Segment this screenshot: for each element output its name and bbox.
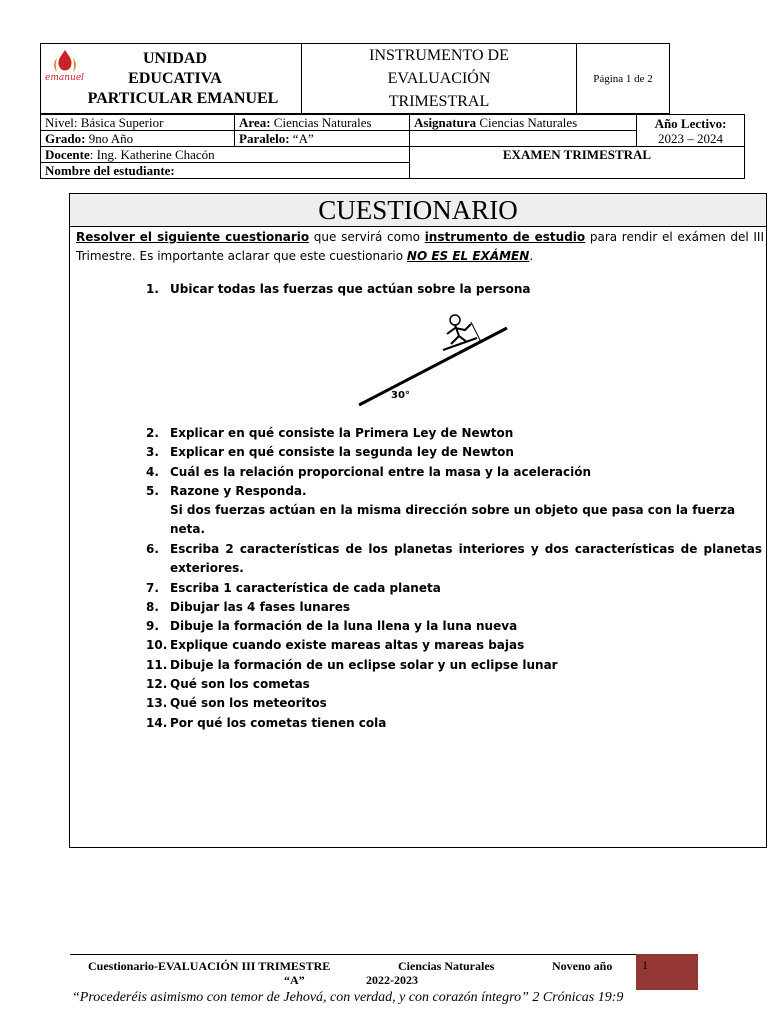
question-1: 1. Ubicar todas las fuerzas que actúan sobre la persona — [146, 282, 531, 296]
footer-subject: Ciencias Naturales — [398, 959, 495, 973]
footer-page-box — [636, 954, 698, 990]
question-list-3 — [70, 540, 762, 733]
instrument-line3: TRIMESTRAL — [388, 93, 490, 110]
footer-grade: Noveno año — [552, 959, 613, 973]
question-item: 4. Cuál es la relación proporcional entre la masa y la aceleración — [146, 464, 592, 479]
school-name-line3: PARTICULAR EMANUEL — [87, 89, 279, 107]
school-cell — [41, 44, 302, 114]
question-item: 11. Dibuje la formación de un eclipse solar y un eclipse lunar — [146, 657, 558, 672]
footer-rule — [70, 954, 698, 955]
footer-left: Cuestionario-EVALUACIÓN III TRIMESTRE — [88, 959, 331, 973]
student-name-field: Nombre del estudiante: — [41, 163, 410, 179]
question-item: 13. Qué son los meteoritos — [146, 696, 327, 711]
instrument-line1: INSTRUMENTO DE — [369, 47, 509, 64]
question-item: 8. Dibujar las 4 fases lunares — [146, 599, 350, 614]
empty-cell — [410, 131, 637, 147]
nivel-value: Básica Superior — [80, 115, 164, 130]
logo-text: emanuel — [45, 73, 85, 83]
grado-cell: Grado: 9no Año — [41, 131, 235, 147]
instrument-line2: EVALUACIÓN — [387, 70, 491, 87]
anio-value: 2023 – 2024 — [658, 130, 723, 146]
grado-value: 9no Año — [88, 131, 134, 146]
question-list-1 — [70, 280, 768, 299]
footer-page-number: 1 — [642, 958, 648, 972]
page-indicator: Página 1 de 2 — [577, 44, 670, 114]
docente-cell: Docente: Ing. Katherine Chacón — [41, 147, 410, 163]
exam-title: EXAMEN TRIMESTRAL — [410, 147, 745, 179]
info-table — [40, 114, 745, 179]
school-name-line1: UNIDAD — [143, 49, 207, 67]
questionnaire-title: CUESTIONARIO — [70, 194, 766, 227]
question-item: 14. Por qué los cometas tienen cola — [146, 715, 387, 730]
area-value: Ciencias Naturales — [273, 115, 372, 130]
docente-value: : Ing. Katherine Chacón — [89, 147, 215, 162]
footer-paralelo: “A” — [284, 973, 305, 987]
paralelo-cell: Paralelo: “A” — [235, 131, 410, 147]
angle-label: 30° — [391, 390, 410, 401]
footer-quote: “Procederéis asimismo con temor de Jehová, con verdad, y con corazón íntegro” 2 Crónicas 19:9 — [72, 990, 624, 1005]
question-item: 5. Razone y Responda. — [146, 483, 307, 498]
asignatura-cell: Asignatura Ciencias Naturales — [410, 115, 637, 131]
header-table — [40, 43, 670, 114]
paralelo-value: “A” — [292, 131, 314, 146]
nivel-cell: Nivel: Básica Superior — [41, 115, 235, 131]
question-item: 3. Explicar en qué consiste la segunda ley de Newton — [146, 445, 514, 460]
question-item: 10. Explique cuando existe mareas altas y mareas bajas — [146, 638, 525, 653]
school-name-line2: EDUCATIVA — [128, 69, 222, 87]
question-item: 12. Qué son los cometas — [146, 677, 310, 692]
questionnaire-intro: Resolver el siguiente cuestionario que servirá como instrumento de estudio para rendir el exámen del III Trimestre. Es importante aclarar que este cuestionario NO ES EL EXÁMEN. — [76, 230, 764, 263]
question-item: 2. Explicar en qué consiste la Primera Ley de Newton — [146, 426, 514, 440]
incline-skier-figure — [355, 306, 515, 408]
question-item: 6. Escriba 2 características de los planetas interiores y dos características de planetas exteriores. — [146, 542, 762, 576]
area-cell: Area: Ciencias Naturales — [235, 115, 410, 131]
question-list-2 — [70, 424, 768, 540]
anio-cell: Año Lectivo: 2023 – 2024 — [637, 115, 745, 147]
question-item: 7. Escriba 1 característica de cada planeta — [146, 580, 441, 595]
questionnaire-box — [69, 193, 767, 848]
instrument-cell — [302, 44, 577, 114]
question-item: 9. Dibuje la formación de la luna llena y la luna nueva — [146, 619, 518, 634]
question-item: Si dos fuerzas actúan en la misma dirección sobre un objeto que pasa con la fuerza neta. — [170, 503, 736, 537]
asignatura-value: Ciencias Naturales — [479, 115, 578, 130]
footer-year: 2022-2023 — [366, 973, 418, 987]
